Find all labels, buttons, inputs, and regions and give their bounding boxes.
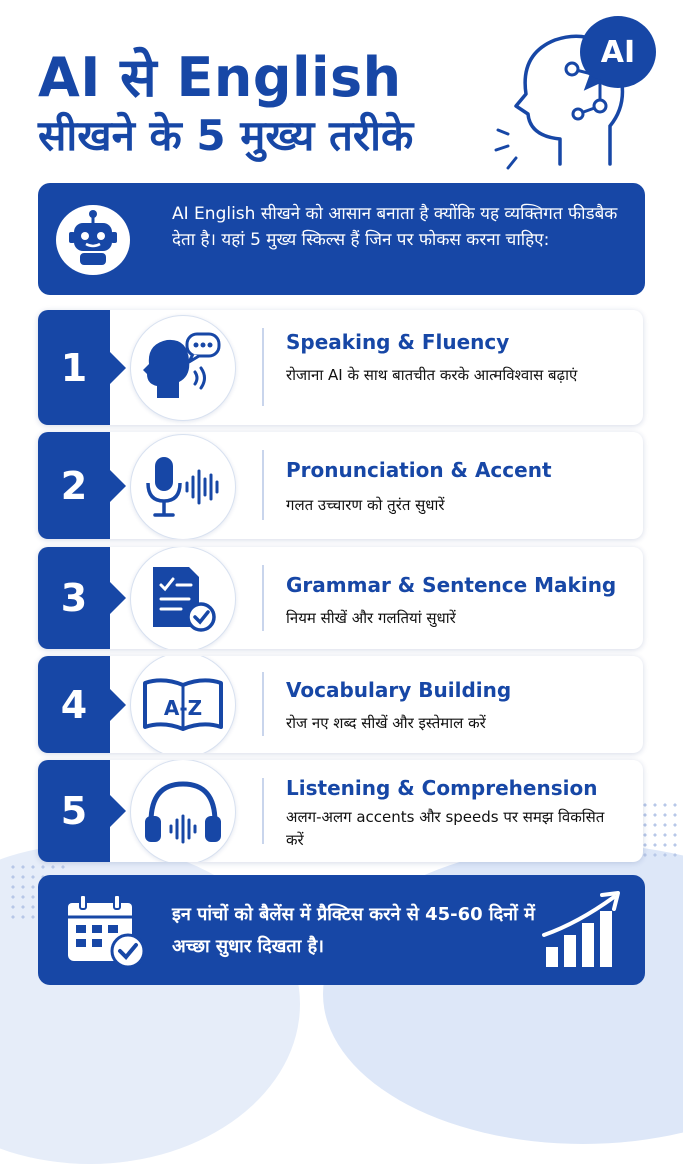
checked-document-icon bbox=[131, 547, 235, 649]
a-z-book-icon bbox=[131, 656, 235, 753]
divider bbox=[262, 565, 264, 631]
headphones-icon bbox=[131, 760, 235, 862]
intro-banner bbox=[38, 183, 645, 295]
skill-card-2 bbox=[38, 432, 643, 539]
footer-banner bbox=[38, 875, 645, 985]
skill-card-1 bbox=[38, 310, 643, 425]
speaking-head-icon bbox=[131, 316, 235, 420]
skill-number: 4 bbox=[38, 656, 110, 753]
skill-icon-circle bbox=[130, 656, 236, 753]
divider bbox=[262, 328, 264, 406]
footer-text: इन पांचों को बैलेंस में प्रैक्टिस करने से 45-60 दिनों में अच्छा सुधार दिखता है। bbox=[172, 904, 535, 957]
skill-description: गलत उच्चारण को तुरंत सुधारें bbox=[286, 496, 445, 514]
skill-icon-circle bbox=[130, 547, 236, 649]
skill-card-5 bbox=[38, 760, 643, 862]
skill-card-4 bbox=[38, 656, 643, 753]
skill-description: नियम सीखें और गलतियां सुधारें bbox=[286, 609, 456, 627]
skill-title: Pronunciation & Accent bbox=[286, 458, 552, 482]
skill-number: 1 bbox=[38, 310, 110, 425]
robot-icon-wrap bbox=[56, 205, 130, 275]
calendar-check-icon bbox=[62, 889, 154, 973]
skill-icon-circle bbox=[130, 760, 236, 862]
intro-text: AI English सीखने को आसान बनाता है क्योंकि यह व्यक्तिगत फीडबैक देता है। यहां 5 मुख्य स्किल्स हैं जिन पर फोकस करना चाहिए: bbox=[172, 204, 618, 250]
title-line-1: AI से English bbox=[38, 46, 402, 109]
skill-description: अलग-अलग accents और speeds पर समझ विकसित करें bbox=[286, 808, 605, 849]
skill-description: रोजाना AI के साथ बातचीत करके आत्मविश्वास बढ़ाएं bbox=[286, 366, 578, 384]
ai-badge: AI bbox=[580, 16, 656, 88]
skill-title: Speaking & Fluency bbox=[286, 330, 510, 354]
skill-title: Grammar & Sentence Making bbox=[286, 573, 617, 597]
divider bbox=[262, 672, 264, 736]
microphone-icon bbox=[131, 435, 235, 539]
skill-title: Vocabulary Building bbox=[286, 678, 512, 702]
skill-icon-circle bbox=[130, 434, 236, 539]
robot-icon bbox=[56, 205, 130, 275]
divider bbox=[262, 778, 264, 844]
skill-number: 5 bbox=[38, 760, 110, 862]
growth-chart-icon bbox=[538, 889, 628, 973]
skill-icon-circle bbox=[130, 315, 236, 421]
skill-title: Listening & Comprehension bbox=[286, 776, 598, 800]
divider bbox=[262, 450, 264, 520]
skill-number: 3 bbox=[38, 547, 110, 649]
skill-description: रोज नए शब्द सीखें और इस्तेमाल करें bbox=[286, 714, 486, 732]
skill-card-3 bbox=[38, 547, 643, 649]
title-line-2: सीखने के 5 मुख्य तरीके bbox=[38, 111, 414, 160]
book-label: A-Z bbox=[163, 696, 203, 720]
skill-number: 2 bbox=[38, 432, 110, 539]
